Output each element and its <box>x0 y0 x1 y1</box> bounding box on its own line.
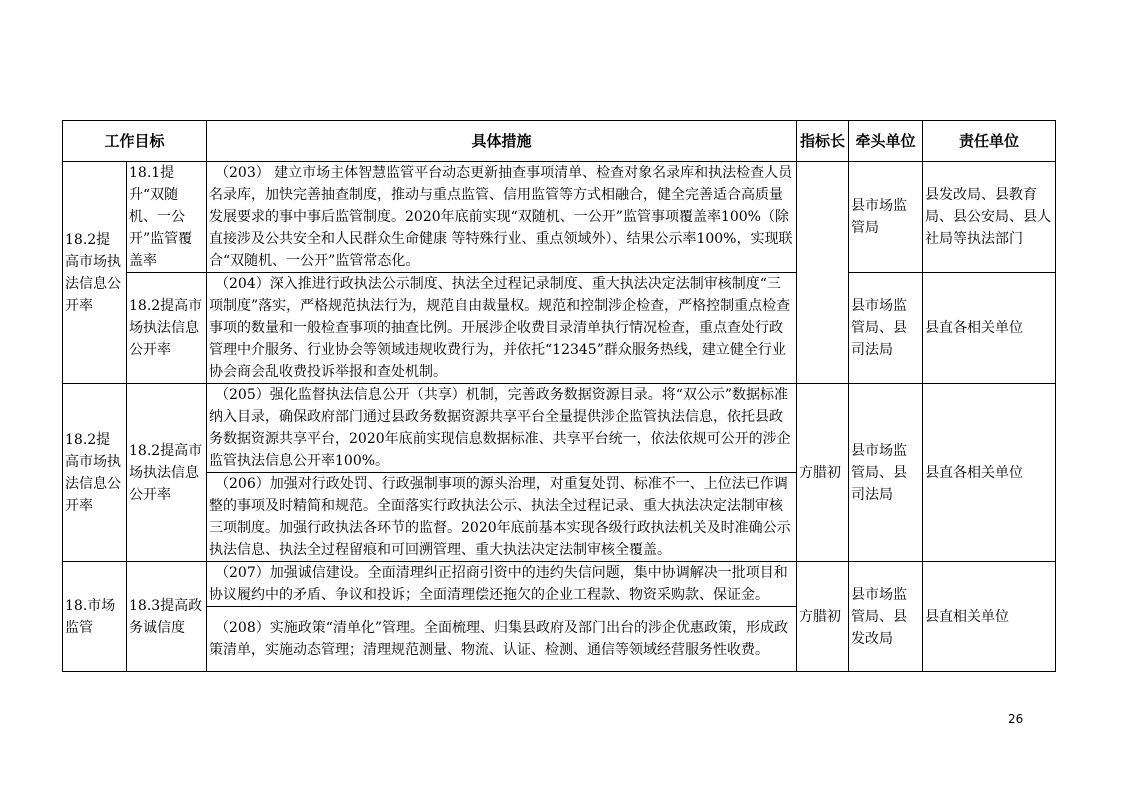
lead-unit-cell: 县市场监管局 <box>849 162 923 273</box>
sub-goal-cell: 18.2提高市场执法信息公开率 <box>127 273 207 384</box>
page-number: 26 <box>1008 712 1024 726</box>
sub-goal-cell: 18.3提高政务诚信度 <box>127 562 207 672</box>
measure-cell: （203） 建立市场主体智慧监管平台动态更新抽查事项清单、检查对象名录库和执法检查人员名录库，加快完善抽查制度，推动与重点监管、信用监管等方式相融合，健全完善适合高质量发展要求的事中事后监管制度。2020年底前实现“双随机、一公开”监管事项覆盖率100%（除直接涉及公共安全和人民群众生命健康 等特殊行业、重点领域外）、结果公示率100%，实现联合“双随机、一公开”监管常态化。 <box>207 162 797 273</box>
header-goal: 工作目标 <box>63 121 207 162</box>
table-row <box>63 562 1056 607</box>
leader-cell <box>797 162 849 384</box>
lead-unit-cell: 县市场监管局、县司法局 <box>849 273 923 384</box>
resp-unit-cell: 县直相关单位 <box>923 562 1056 672</box>
goal-cell: 18.2提高市场执法信息公开率 <box>63 384 127 562</box>
table-row <box>63 273 1056 384</box>
header-leader: 指标长 <box>797 121 849 162</box>
measure-cell: （206）加强对行政处罚、行政强制事项的源头治理，对重复处罚、标准不一、上位法已作调整的事项及时精简和规范。全面落实行政执法公示、执法全过程记录、重大执法决定法制审核三项制度。加强行政执法各环节的监督。2020年底前基本实现各级行政执法机关及时准确公示执法信息、执法全过程留痕和可回溯管理、重大执法决定法制审核全覆盖。 <box>207 473 797 562</box>
table-row <box>63 384 1056 473</box>
resp-unit-cell: 县直各相关单位 <box>923 384 1056 562</box>
measure-cell: （204）深入推进行政执法公示制度、执法全过程记录制度、重大执法决定法制审核制度“三项制度”落实，严格规范执法行为，规范自由裁量权。规范和控制涉企检查，严格控制重点检查事项的数量和一般检查事项的抽查比例。开展涉企收费目录清单执行情况检查，重点查处行政管理中介服务、行业协会等领域违规收费行为，并依托“12345”群众服务热线，建立健全行业协会商会乱收费投诉举报和查处机制。 <box>207 273 797 384</box>
lead-unit-cell: 县市场监管局、县司法局 <box>849 384 923 562</box>
header-resp-unit: 责任单位 <box>923 121 1056 162</box>
table-header-row <box>63 121 1056 162</box>
leader-cell: 方腊初 <box>797 562 849 672</box>
leader-cell: 方腊初 <box>797 384 849 562</box>
goal-cell: 18.2提高市场执法信息公开率 <box>63 162 127 384</box>
measure-cell: （205）强化监督执法信息公开（共享）机制，完善政务数据资源目录。将“双公示”数据标准纳入目录，确保政府部门通过县政务数据资源共享平台全量提供涉企监管执法信息，依托县政务数据资源共享平台，2020年底前实现信息数据标准、共享平台统一，依法依规可公开的涉企监管执法信息公开率100%。 <box>207 384 797 473</box>
sub-goal-cell: 18.1提升“双随机、一公开”监管覆盖率 <box>127 162 207 273</box>
sub-goal-cell: 18.2提高市场执法信息公开率 <box>127 384 207 562</box>
measures-table <box>62 120 1056 672</box>
measure-cell: （207）加强诚信建设。全面清理纠正招商引资中的违约失信问题，集中协调解决一批项目和协议履约中的矛盾、争议和投诉；全面清理偿还拖欠的企业工程款、物资采购款、保证金。 <box>207 562 797 607</box>
resp-unit-cell: 县发改局、县教育局、县公安局、县人社局等执法部门 <box>923 162 1056 273</box>
resp-unit-cell: 县直各相关单位 <box>923 273 1056 384</box>
measure-cell: （208）实施政策“清单化”管理。全面梳理、归集县政府及部门出台的涉企优惠政策，形成政策清单，实施动态管理；清理规范测量、物流、认证、检测、通信等领域经营服务性收费。 <box>207 607 797 672</box>
header-lead-unit: 牵头单位 <box>849 121 923 162</box>
lead-unit-cell: 县市场监管局、县发改局 <box>849 562 923 672</box>
goal-cell: 18.市场监管 <box>63 562 127 672</box>
table-row <box>63 162 1056 273</box>
header-measures: 具体措施 <box>207 121 797 162</box>
